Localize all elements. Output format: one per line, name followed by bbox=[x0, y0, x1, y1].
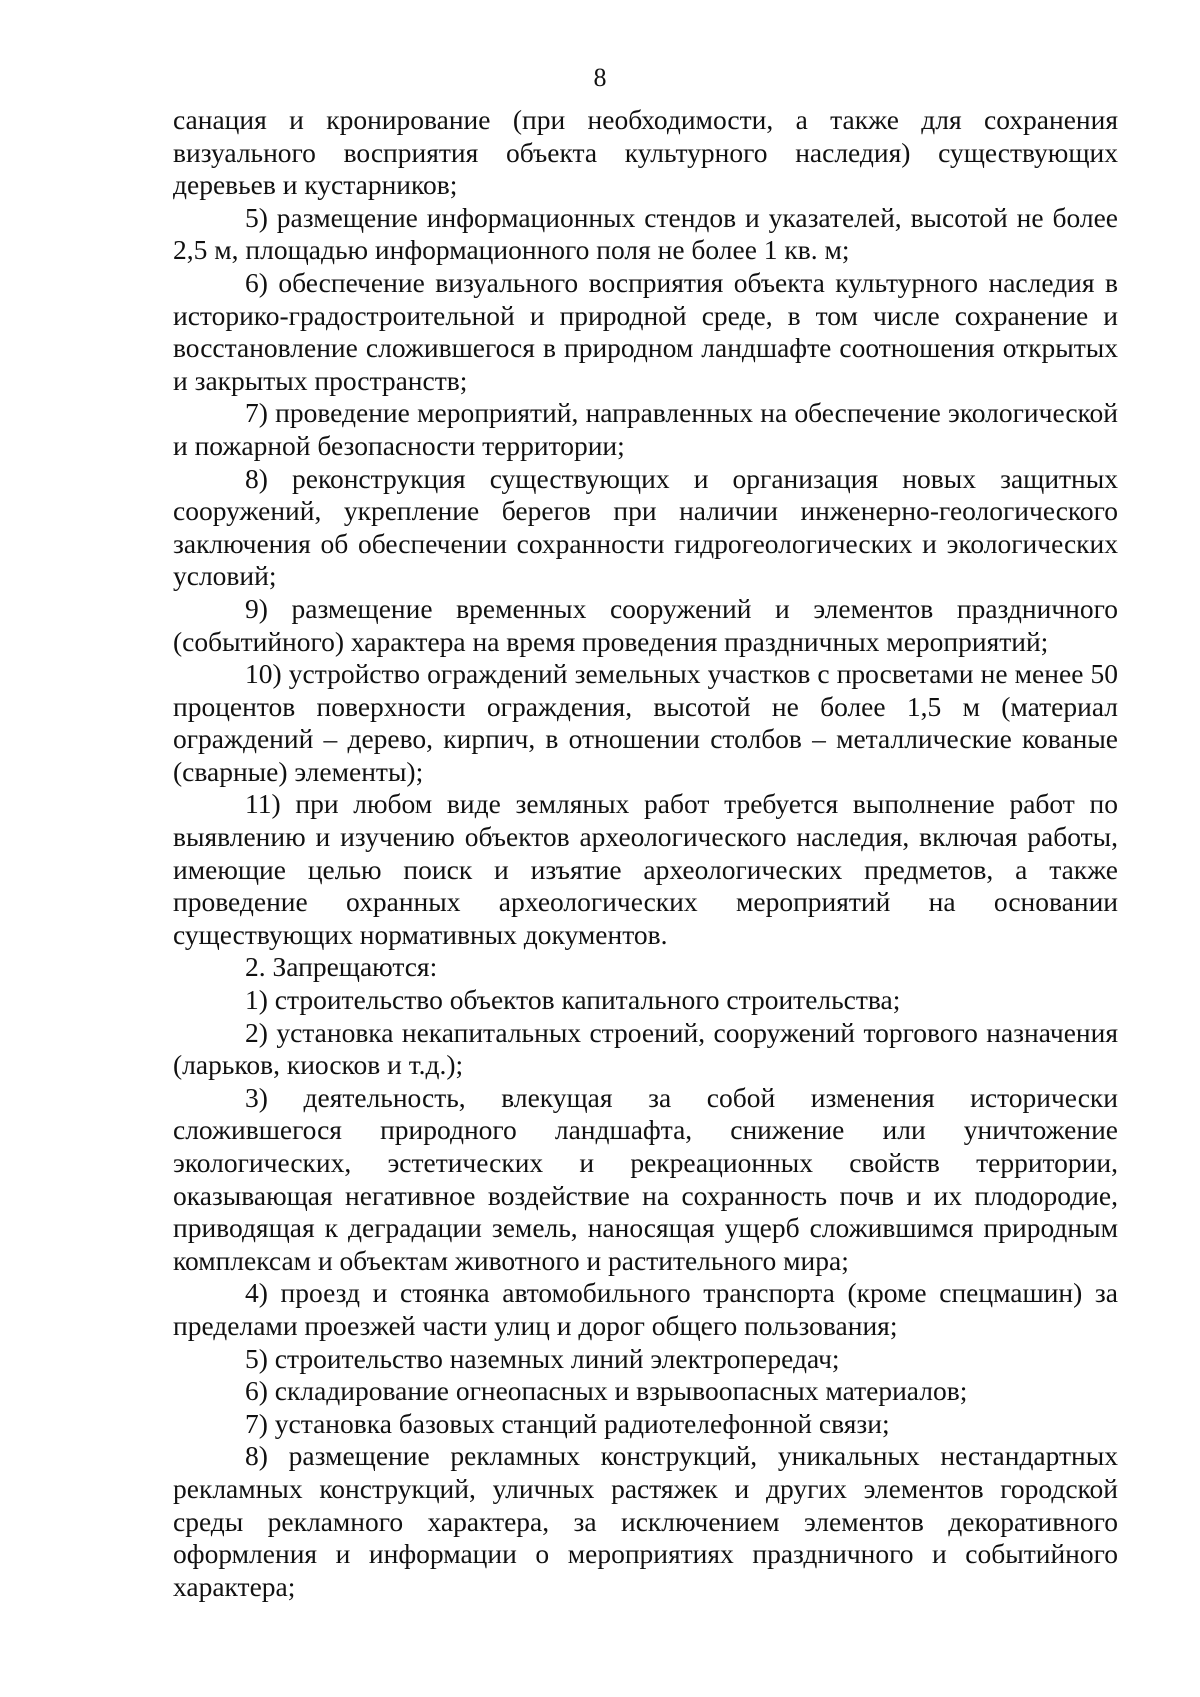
list-item-10: 10) устройство ограждений земельных участков с просветами не менее 50 процентов поверхности ограждения, высотой не более 1,5 м (материал ограждений – дерево, кирпич, в отношении столбов – металлические кованые (сварные) элементы); bbox=[173, 658, 1118, 787]
paragraph-continuation: санация и кронирование (при необходимости, а также для сохранения визуального восприятия объекта культурного наследия) существующих деревьев и кустарников; bbox=[173, 104, 1118, 201]
list-item-8: 8) реконструкция существующих и организация новых защитных сооружений, укрепление берегов при наличии инженерно-геологического заключения об обеспечении сохранности гидрогеологических и экологических условий; bbox=[173, 462, 1118, 592]
prohibited-item-8: 8) размещение рекламных конструкций, уникальных нестандартных рекламных конструкций, уличных растяжек и других элементов городской среды рекламного характера, за исключением элементов декоративного оформления и информации о мероприятиях праздничного и событийного характера; bbox=[173, 1440, 1118, 1602]
list-item-11: 11) при любом виде земляных работ требуется выполнение работ по выявлению и изучению объектов археологического наследия, включая работы, имеющие целью поиск и изъятие археологических предметов, а также проведение охранных археологических мероприятий на основании существующих нормативных документов. bbox=[173, 788, 1118, 950]
prohibited-item-2: 2) установка некапитальных строений, сооружений торгового назначения (ларьков, киосков и т.д.); bbox=[173, 1016, 1118, 1081]
document-body bbox=[173, 104, 1118, 1603]
prohibited-item-1: 1) строительство объектов капитального строительства; bbox=[245, 984, 901, 1016]
prohibited-item-5: 5) строительство наземных линий электропередач; bbox=[245, 1342, 840, 1374]
list-item-7: 7) проведение мероприятий, направленных на обеспечение экологической и пожарной безопасности территории; bbox=[173, 397, 1118, 461]
prohibited-item-6: 6) складирование огнеопасных и взрывоопасных материалов; bbox=[245, 1375, 968, 1407]
list-item-5: 5) размещение информационных стендов и указателей, высотой не более 2,5 м, площадью информационного поля не более 1 кв. м; bbox=[173, 201, 1118, 266]
page-number: 8 bbox=[593, 63, 607, 92]
prohibited-item-4: 4) проезд и стоянка автомобильного транспорта (кроме спецмашин) за пределами проезжей части улиц и дорог общего пользования; bbox=[173, 1277, 1118, 1341]
prohibited-item-3: 3) деятельность, влекущая за собой изменения исторически сложившегося природного ландшафта, снижение или уничтожение экологических, эстетических и рекреационных свойств территории, оказывающая негативное воздействие на сохранность почв и их плодородие, приводящая к деградации земель, наносящая ущерб сложившимся природным комплексам и объектам животного и растительного мира; bbox=[173, 1081, 1118, 1276]
list-item-6: 6) обеспечение визуального восприятия объекта культурного наследия в историко-градостроительной и природной среде, в том числе сохранение и восстановление сложившегося в природном ландшафте соотношения открытых и закрытых пространств; bbox=[173, 266, 1118, 396]
list-item-9: 9) размещение временных сооружений и элементов праздничного (событийного) характера на время проведения праздничных мероприятий; bbox=[173, 592, 1118, 657]
prohibited-item-7: 7) установка базовых станций радиотелефонной связи; bbox=[245, 1407, 890, 1439]
section-heading-prohibited: 2. Запрещаются: bbox=[245, 951, 438, 983]
